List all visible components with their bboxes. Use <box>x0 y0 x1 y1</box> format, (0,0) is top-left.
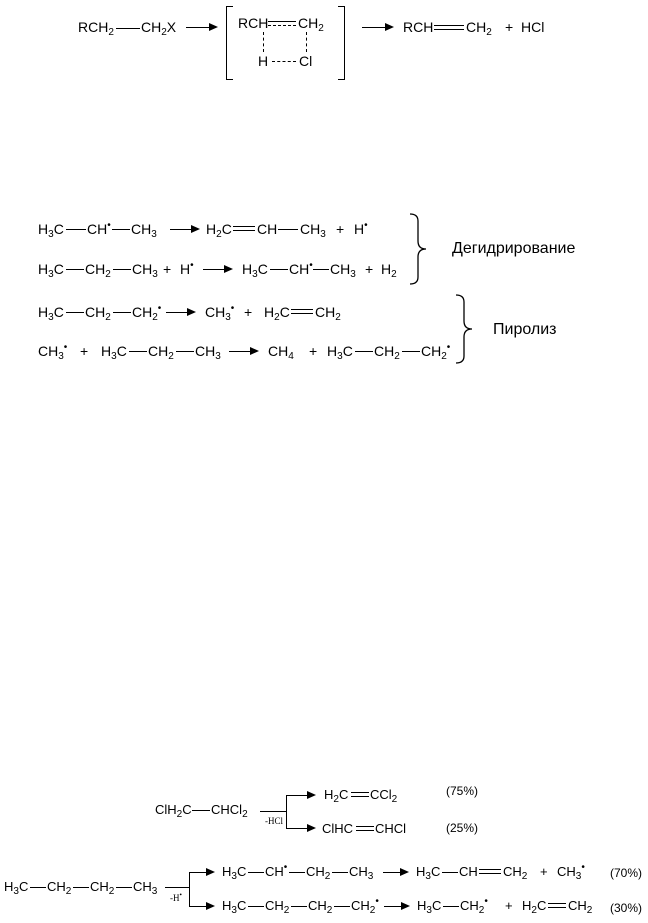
h2c: $H_2C$ <box>522 898 547 916</box>
reaction-arrow <box>229 351 257 352</box>
single-bond <box>248 906 264 907</box>
yield-70: (70%) <box>610 866 643 880</box>
single-bond <box>289 872 305 873</box>
plus-sign: + <box>505 19 514 35</box>
ch: CH <box>257 221 278 237</box>
ch3: $CH_3$ <box>132 261 158 280</box>
plus-sign: + <box>244 304 253 320</box>
ch2: $CH_2$ <box>90 879 115 897</box>
p1-h2c: $H_2C$ <box>324 787 349 805</box>
h2c: $H_2C$ <box>264 304 290 323</box>
single-bond <box>355 351 373 352</box>
ch3-radical: $CH_3^•$ <box>557 862 585 882</box>
ch3: $CH_3$ <box>330 261 356 280</box>
ch3: $CH_3$ <box>133 879 158 897</box>
ch2: $CH_2$ <box>315 304 341 323</box>
h3c: $H_3C$ <box>417 898 442 916</box>
plus-sign: + <box>163 261 172 277</box>
branch-fork <box>286 795 287 828</box>
h3c: $H_3C$ <box>222 898 247 916</box>
h3c: $H_3C$ <box>101 343 127 362</box>
partial-bond-c-h <box>263 32 264 52</box>
reactant-rch2-ch2x: $RCH_2$ <box>78 19 114 38</box>
branch-fork <box>189 872 190 906</box>
plus-sign: + <box>365 261 374 277</box>
ch2-radical: $CH_2^•$ <box>351 896 379 916</box>
h3c: $H_3C$ <box>327 343 353 362</box>
plus-sign: + <box>309 343 318 359</box>
double-bond <box>351 792 369 797</box>
single-bond <box>176 351 194 352</box>
ch2: $CH_2$ <box>308 898 333 916</box>
reactant-ch2x: $CH_2X$ <box>141 19 177 38</box>
ch2: $CH_2$ <box>85 304 111 323</box>
p1-ccl2: CCl$_2$ <box>370 787 398 805</box>
single-bond <box>332 872 348 873</box>
reaction-arrow <box>286 828 314 829</box>
ch4: $CH_4$ <box>268 343 294 362</box>
double-bond <box>548 903 566 908</box>
partial-bond-c-cl <box>306 32 307 52</box>
ch3: $CH_3$ <box>300 221 326 240</box>
h-radical: H• <box>354 220 368 237</box>
single-bond <box>66 269 84 270</box>
ch2: $CH_2$ <box>148 343 174 362</box>
ch3: $CH_3$ <box>131 221 157 240</box>
single-bond <box>30 887 46 888</box>
single-bond <box>270 269 288 270</box>
ts-h: H <box>258 53 269 69</box>
single-bond <box>313 269 329 270</box>
reaction-arrow <box>170 229 198 230</box>
ch2: $CH_2$ <box>306 864 331 882</box>
h2c: $H_2C$ <box>206 221 232 240</box>
partial-bond-h-cl <box>272 61 296 62</box>
ch: CH <box>459 864 478 879</box>
branch-line <box>165 887 189 888</box>
ch2: $CH_2$ <box>85 261 111 280</box>
left-bracket <box>226 6 233 80</box>
hcl: HCl <box>521 19 545 35</box>
product-rch: RCH <box>403 19 434 35</box>
plus-sign: + <box>336 221 345 237</box>
single-bond <box>248 872 264 873</box>
h3c: $H_3C$ <box>4 879 29 897</box>
branch-line <box>260 811 286 812</box>
double-bond <box>233 226 255 231</box>
reaction-arrow <box>189 906 213 907</box>
ch-radical: CH• <box>87 220 111 237</box>
ch3-radical: $CH_3^•$ <box>38 342 68 362</box>
plus-sign: + <box>80 343 89 359</box>
p2-clhc: ClHC <box>322 821 354 836</box>
h3c: $H_3C$ <box>38 304 64 323</box>
p2-chcl: CHCl <box>375 821 407 836</box>
product-ch2: $CH_2$ <box>466 19 492 38</box>
h3c: $H_3C$ <box>222 864 247 882</box>
h-radical: H• <box>180 260 194 277</box>
ch-radical: CH• <box>265 862 288 879</box>
single-bond <box>442 872 458 873</box>
reaction-arrow <box>189 872 213 873</box>
reaction-arrow <box>384 906 408 907</box>
ch2-radical: $CH_2^•$ <box>421 342 451 362</box>
ch2-radical: $CH_2^•$ <box>460 896 488 916</box>
reaction-arrow <box>186 27 216 28</box>
ch2-radical: $CH_2^•$ <box>132 303 162 323</box>
double-bond <box>479 869 501 874</box>
condition-minus-hcl: -HCl <box>265 816 283 826</box>
single-bond <box>116 887 132 888</box>
curly-brace <box>408 213 432 285</box>
single-bond <box>443 906 459 907</box>
reaction-arrow <box>203 269 231 270</box>
label-dehydrogenation: Дегидрирование <box>452 240 576 257</box>
single-bond <box>113 269 131 270</box>
single-bond <box>334 906 350 907</box>
reaction-arrow <box>362 27 392 28</box>
reactant-clh2c: ClH$_2$C <box>155 802 192 820</box>
reaction-arrow <box>286 795 314 796</box>
single-bond <box>73 887 89 888</box>
single-bond <box>66 229 86 230</box>
single-bond <box>402 351 420 352</box>
ch2: $CH_2$ <box>503 864 528 882</box>
right-bracket <box>338 6 345 80</box>
single-bond <box>278 229 298 230</box>
label-pyrolysis: Пиролиз <box>493 321 557 338</box>
ts-ch2: $CH_2$ <box>298 15 324 34</box>
single-bond <box>113 312 131 313</box>
h3c: $H_3C$ <box>242 261 268 280</box>
h3c: $H_3C$ <box>416 864 441 882</box>
ch2: $CH_2$ <box>47 879 72 897</box>
ch-radical: CH• <box>289 260 313 277</box>
yield-30: (30%) <box>610 901 643 915</box>
double-bond <box>356 826 374 831</box>
single-bond <box>129 351 147 352</box>
ch2: $CH_2$ <box>568 898 593 916</box>
yield-25: (25%) <box>446 821 479 835</box>
reaction-arrow <box>383 872 407 873</box>
ch3: $CH_3$ <box>349 864 374 882</box>
ch2: $CH_2$ <box>374 343 400 362</box>
ch3: $CH_3$ <box>195 343 221 362</box>
ts-cl: Cl <box>299 53 313 69</box>
h3c: $H_3C$ <box>38 261 64 280</box>
condition-minus-h: -H• <box>170 891 182 903</box>
single-bond <box>112 229 130 230</box>
single-bond <box>291 906 307 907</box>
h2: $H_2$ <box>381 261 397 280</box>
single-bond <box>192 810 210 811</box>
partial-double-bond <box>268 21 296 26</box>
double-bond <box>434 25 464 30</box>
plus-sign: + <box>540 864 548 879</box>
h3c: $H_3C$ <box>38 221 64 240</box>
double-bond <box>291 309 313 314</box>
curly-brace <box>454 294 478 364</box>
ch2: $CH_2$ <box>265 898 290 916</box>
single-bond <box>66 312 84 313</box>
ts-rch: RCH <box>238 15 269 31</box>
plus-sign: + <box>505 898 513 913</box>
ch3-radical: $CH_3^•$ <box>205 303 235 323</box>
single-bond <box>116 28 140 29</box>
yield-75: (75%) <box>446 784 479 798</box>
reaction-arrow <box>166 312 194 313</box>
reactant-chcl2: CHCl$_2$ <box>211 802 248 820</box>
